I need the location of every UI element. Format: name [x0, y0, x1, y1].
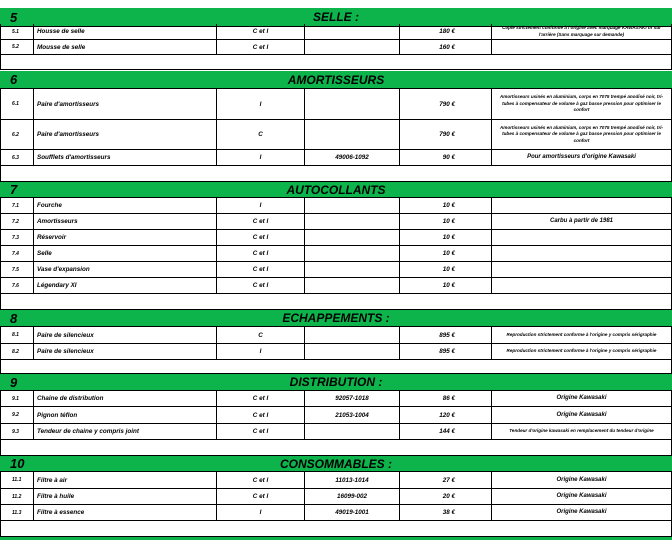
item-version: C et I: [217, 214, 305, 229]
item-ref: 6.1: [0, 89, 34, 119]
item-name: Selle: [34, 246, 217, 261]
item-ref: 7.6: [0, 278, 34, 293]
spacer-row: [0, 55, 672, 70]
item-name: Pignon téflon: [34, 407, 217, 423]
section-number: 10: [10, 456, 25, 471]
item-name: Filtre à huile: [34, 489, 217, 504]
item-ref: 7.4: [0, 246, 34, 261]
section-title: DISTRIBUTION :: [289, 375, 383, 389]
item-note: Origine Kawasaki: [492, 472, 672, 488]
item-name: Mousse de selle: [34, 40, 217, 54]
item-note: [492, 198, 672, 213]
table-row: [0, 278, 672, 294]
item-name: Paire d'amortisseurs: [34, 120, 217, 149]
item-name: Filtre à air: [34, 472, 217, 488]
item-ref: 7.2: [0, 214, 34, 229]
item-price: 895 €: [400, 327, 492, 343]
section-header: [0, 310, 672, 327]
item-name: Vase d'expansion: [34, 262, 217, 277]
item-version: C et I: [217, 278, 305, 293]
item-part-number: [305, 89, 400, 119]
item-ref: 9.2: [0, 407, 34, 423]
item-part-number: 49006-1092: [305, 150, 400, 165]
item-version: C: [217, 120, 305, 149]
section-title: AUTOCOLLANTS: [286, 183, 386, 197]
item-name: Fourche: [34, 198, 217, 213]
item-price: 180 €: [400, 24, 492, 39]
item-part-number: [305, 214, 400, 229]
table-row: [0, 214, 672, 230]
spacer-row: [0, 360, 672, 374]
item-version: I: [217, 150, 305, 165]
section-title: SELLE :: [312, 10, 359, 24]
table-row: [0, 407, 672, 424]
section-header: [0, 71, 672, 89]
table-row: [0, 327, 672, 344]
item-version: I: [217, 344, 305, 359]
item-note: Amortisseurs usinés en aluminium, corps en 7075 trempé anodisé noir, tri-tubes à compensateur de volume à gaz basse pression pour optimiser le confort: [492, 89, 672, 119]
table-row: [0, 262, 672, 278]
item-version: C et I: [217, 40, 305, 54]
item-note: [492, 40, 672, 54]
section-number: 6: [10, 72, 18, 87]
item-name: Paire de silencieux: [34, 344, 217, 359]
item-note: Pour amortisseurs d'origine Kawasaki: [492, 150, 672, 165]
item-part-number: [305, 262, 400, 277]
item-name: Légendary XI: [34, 278, 217, 293]
item-price: 120 €: [400, 407, 492, 423]
item-note: Amortisseurs usinés en aluminium, corps en 7075 trempé anodisé noir, tri-tubes à compensateur de volume à gaz basse pression pour optimiser le confort: [492, 120, 672, 149]
item-ref: 5.1: [0, 24, 34, 39]
item-name: Paire de silencieux: [34, 327, 217, 343]
item-price: 790 €: [400, 89, 492, 119]
item-part-number: [305, 327, 400, 343]
section-number: 9: [10, 375, 18, 390]
section-title: CONSOMMABLES :: [280, 457, 392, 471]
item-version: C et I: [217, 472, 305, 488]
item-price: 10 €: [400, 278, 492, 293]
item-note: Origine Kawasaki: [492, 505, 672, 520]
item-ref: 6.2: [0, 120, 34, 149]
item-name: Paire d'amortisseurs: [34, 89, 217, 119]
item-version: C et I: [217, 246, 305, 261]
item-version: I: [217, 89, 305, 119]
item-name: Amortisseurs: [34, 214, 217, 229]
item-part-number: 11013-1014: [305, 472, 400, 488]
item-ref: 9.1: [0, 391, 34, 406]
item-part-number: [305, 24, 400, 39]
item-version: C et I: [217, 24, 305, 39]
item-part-number: 16099-002: [305, 489, 400, 504]
item-price: 10 €: [400, 198, 492, 213]
item-name: Filtre à essence: [34, 505, 217, 520]
item-price: 10 €: [400, 230, 492, 245]
item-price: 27 €: [400, 472, 492, 488]
spacer-row: [0, 294, 672, 310]
item-price: 160 €: [400, 40, 492, 54]
table-row: [0, 344, 672, 360]
item-name: Soufflets d'amortisseurs: [34, 150, 217, 165]
item-ref: 11.1: [0, 472, 34, 488]
section-title: ECHAPPEMENTS :: [282, 311, 390, 325]
item-ref: 7.5: [0, 262, 34, 277]
item-part-number: [305, 120, 400, 149]
item-note: Cople strictement conforme à l'origine avec marquage KAWASAKI or sur l'arrière (Sans marquage sur demande): [492, 24, 672, 39]
item-ref: 11.2: [0, 489, 34, 504]
item-price: 38 €: [400, 505, 492, 520]
item-price: 895 €: [400, 344, 492, 359]
item-price: 20 €: [400, 489, 492, 504]
item-ref: 7.3: [0, 230, 34, 245]
item-name: Chaine de distribution: [34, 391, 217, 406]
item-ref: 8.2: [0, 344, 34, 359]
item-version: C et I: [217, 424, 305, 439]
item-note: [492, 230, 672, 245]
item-version: C et I: [217, 230, 305, 245]
item-note: [492, 262, 672, 277]
item-version: I: [217, 505, 305, 520]
item-note: Origine Kawasaki: [492, 489, 672, 504]
item-note: Carbu à partir de 1981: [492, 214, 672, 229]
item-note: [492, 278, 672, 293]
item-part-number: [305, 344, 400, 359]
item-part-number: [305, 278, 400, 293]
section-title: AMORTISSEURS: [287, 73, 385, 87]
item-part-number: [305, 246, 400, 261]
table-row: [0, 472, 672, 489]
table-row: [0, 246, 672, 262]
table-row: [0, 505, 672, 521]
section-number: 5: [10, 10, 18, 25]
table-row: [0, 424, 672, 440]
table-row: [0, 120, 672, 150]
table-row: [0, 489, 672, 505]
item-name: Housse de selle: [34, 24, 217, 39]
table-row: [0, 24, 672, 40]
item-name: Réservoir: [34, 230, 217, 245]
section-header: [0, 456, 672, 472]
table-row: [0, 89, 672, 120]
item-note: Origine Kawasaki: [492, 391, 672, 406]
item-note: Origine Kawasaki: [492, 407, 672, 423]
item-part-number: 49019-1001: [305, 505, 400, 520]
section-number: 8: [10, 311, 18, 326]
item-price: 10 €: [400, 214, 492, 229]
item-ref: 6.3: [0, 150, 34, 165]
item-version: C et I: [217, 407, 305, 423]
item-version: C et I: [217, 262, 305, 277]
item-version: I: [217, 198, 305, 213]
item-ref: 9.3: [0, 424, 34, 439]
table-row: [0, 150, 672, 166]
spacer-row: [0, 521, 672, 537]
item-part-number: [305, 40, 400, 54]
section-number: 7: [10, 182, 18, 197]
section-header: [0, 182, 672, 198]
item-part-number: [305, 230, 400, 245]
item-version: C: [217, 327, 305, 343]
spacer-row: [0, 440, 672, 456]
item-price: 10 €: [400, 262, 492, 277]
item-note: [492, 246, 672, 261]
spacer-row: [0, 166, 672, 182]
section-header: [0, 374, 672, 391]
table-row: [0, 391, 672, 407]
item-price: 790 €: [400, 120, 492, 149]
table-row: [0, 40, 672, 55]
item-ref: 8.1: [0, 327, 34, 343]
table-row: [0, 230, 672, 246]
item-note: Tendeur d'origine kawasaki en remplacement du tendeur d'origine: [492, 424, 672, 439]
item-note: Reproduction strictement conforme à l'origine y compris sérigraphie: [492, 327, 672, 343]
item-price: 10 €: [400, 246, 492, 261]
table-row: [0, 198, 672, 214]
item-part-number: [305, 424, 400, 439]
item-version: C et I: [217, 391, 305, 406]
item-version: C et I: [217, 489, 305, 504]
item-price: 90 €: [400, 150, 492, 165]
item-price: 144 €: [400, 424, 492, 439]
item-note: Reproduction strictement conforme à l'origine y compris sérigraphie: [492, 344, 672, 359]
item-ref: 7.1: [0, 198, 34, 213]
item-part-number: 21053-1004: [305, 407, 400, 423]
item-part-number: 92057-1018: [305, 391, 400, 406]
item-price: 86 €: [400, 391, 492, 406]
item-ref: 11.3: [0, 505, 34, 520]
item-part-number: [305, 198, 400, 213]
item-name: Tendeur de chaine y compris joint: [34, 424, 217, 439]
item-ref: 5.2: [0, 40, 34, 54]
